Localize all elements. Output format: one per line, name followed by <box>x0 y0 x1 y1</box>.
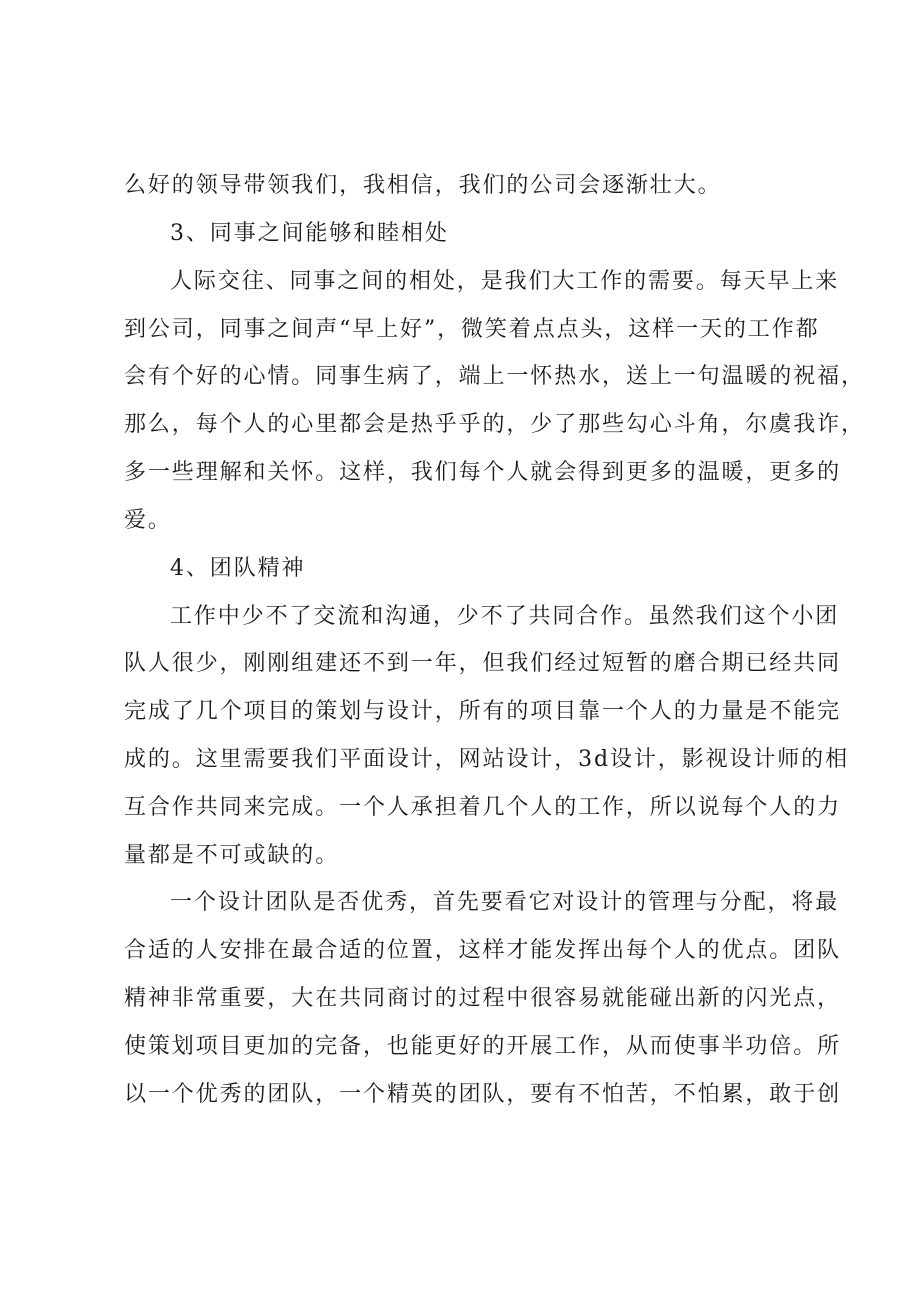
text-line: 以一个优秀的团队，一个精英的团队，要有不怕苦，不怕累，敢于创 <box>124 1082 842 1107</box>
text-line: 互合作共同来完成。一个人承担着几个人的工作，所以说每个人的力 <box>124 795 842 820</box>
text-line: 使策划项目更加的完备，也能更好的开展工作，从而使事半功倍。所 <box>124 1034 842 1059</box>
section-heading: 4、团队精神 <box>170 556 306 581</box>
text-line: 那么，每个人的心里都会是热乎乎的，少了那些勾心斗角，尔虞我诈， <box>124 412 865 437</box>
section-heading: 3、同事之间能够和睦相处 <box>170 221 449 246</box>
text-line: 会有个好的心情。同事生病了，端上一怀热水，送上一句温暖的祝福， <box>124 364 865 389</box>
text-line: 精神非常重要，大在共同商讨的过程中很容易就能碰出新的闪光点， <box>124 986 842 1011</box>
text-line: 完成了几个项目的策划与设计，所有的项目靠一个人的力量是不能完 <box>124 699 842 724</box>
text-line: 合适的人安排在最合适的位置，这样才能发挥出每个人的优点。团队 <box>124 938 842 963</box>
text-line: 爱。 <box>124 508 172 533</box>
text-line: 多一些理解和关怀。这样，我们每个人就会得到更多的温暖，更多的 <box>124 460 842 485</box>
text-line: 一个设计团队是否优秀，首先要看它对设计的管理与分配，将最 <box>170 890 840 915</box>
text-line: 到公司，同事之间声“早上好”，微笑着点点头，这样一天的工作都 <box>124 317 820 342</box>
text-line: 工作中少不了交流和沟通，少不了共同合作。虽然我们这个小团 <box>170 604 840 629</box>
text-line: 队人很少，刚刚组建还不到一年，但我们经过短暂的磨合期已经共同 <box>124 651 842 676</box>
text-line: 么好的领导带领我们，我相信，我们的公司会逐渐壮大。 <box>124 173 722 198</box>
text-line: 量都是不可或缺的。 <box>124 843 340 868</box>
text-line: 人际交往、同事之间的相处，是我们大工作的需要。每天早上来 <box>170 269 840 294</box>
text-line: 成的。这里需要我们平面设计，网站设计，3d设计，影视设计师的相 <box>124 747 849 772</box>
